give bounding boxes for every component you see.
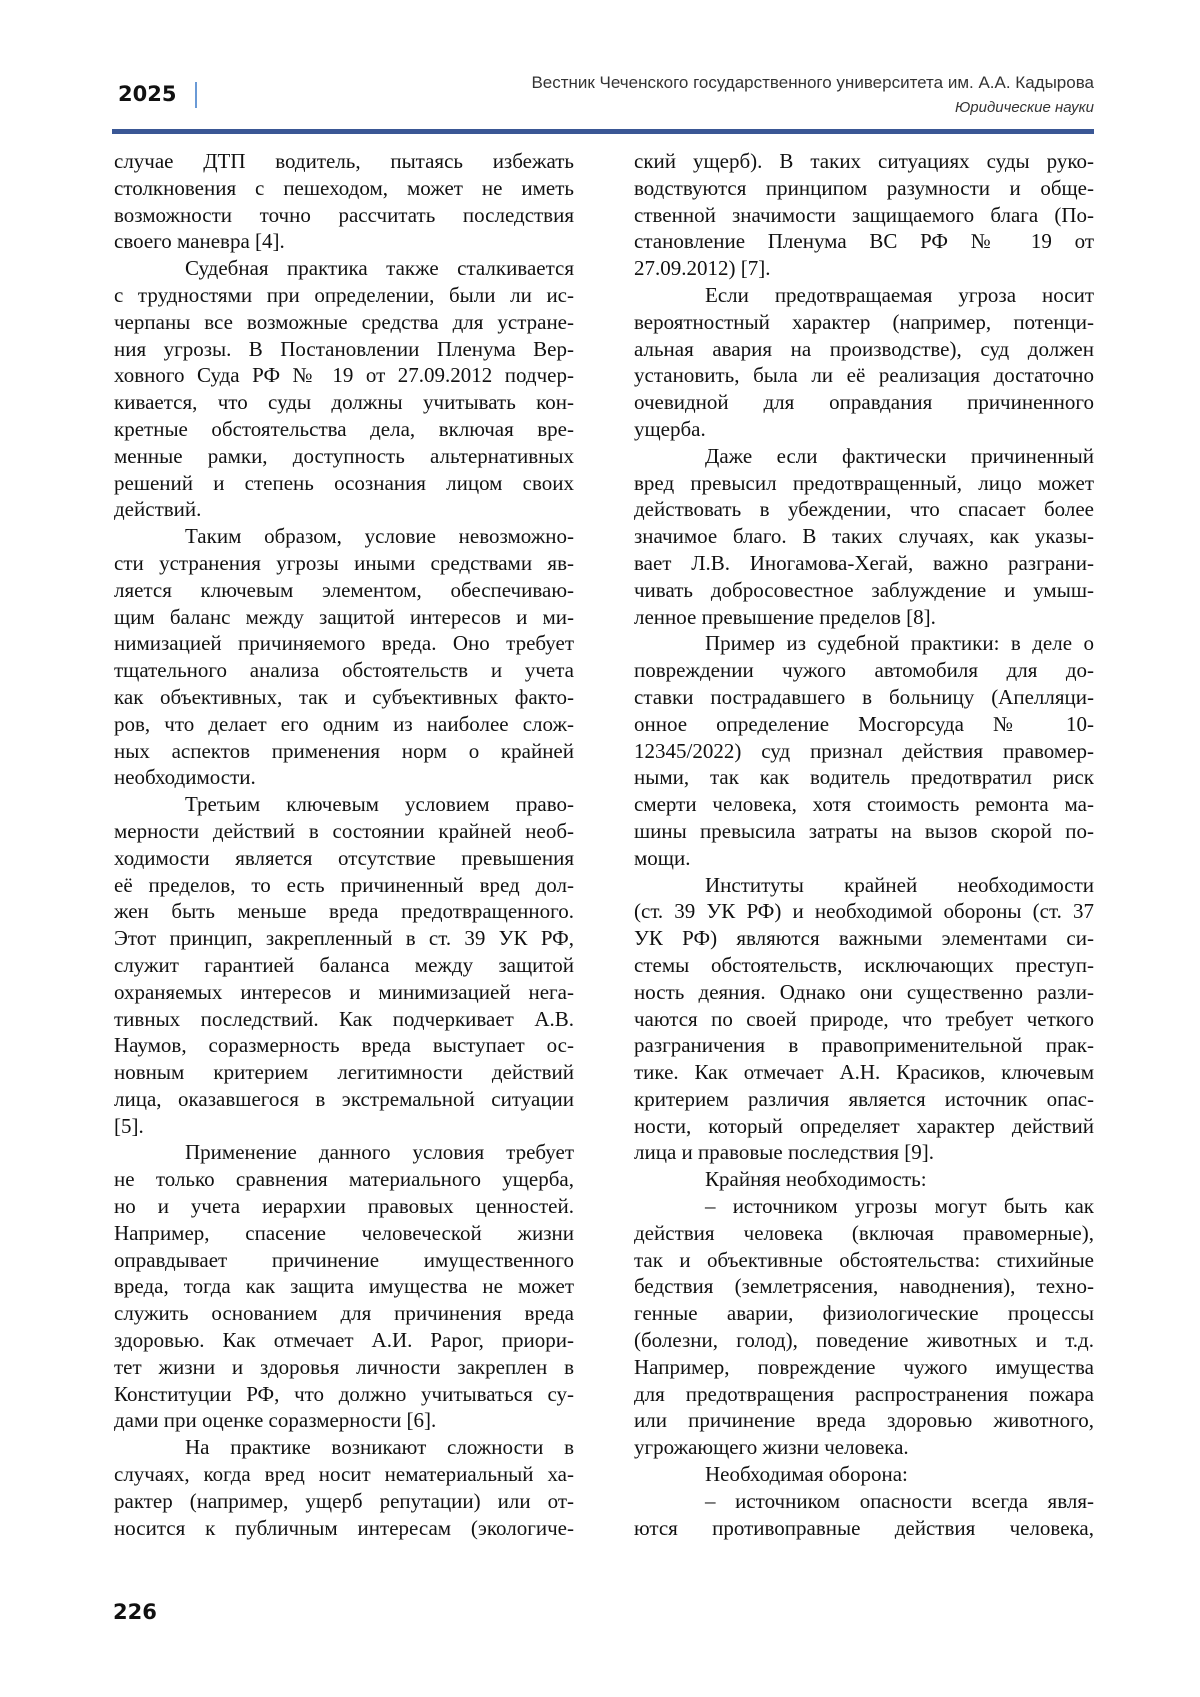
text-line: лица и правовые последствия [9]. <box>634 1139 1094 1166</box>
text-line: новным критерием легитимности действий <box>114 1059 574 1086</box>
text-line: Таким образом, условие невозможно- <box>114 523 574 550</box>
text-line: смерти человека, хотя стоимость ремонта ма- <box>634 791 1094 818</box>
text-line: Пример из судебной практики: в деле о <box>634 630 1094 657</box>
text-line: критерием различия является источник опас- <box>634 1086 1094 1113</box>
text-line: тике. Как отмечает А.Н. Красиков, ключевым <box>634 1059 1094 1086</box>
text-line: (ст. 39 УК РФ) и необходимой обороны (ст. 37 <box>634 898 1094 925</box>
text-line: щим баланс между защитой интересов и ми- <box>114 604 574 631</box>
text-line: стемы обстоятельств, исключающих преступ- <box>634 952 1094 979</box>
text-line: действий. <box>114 496 574 523</box>
text-line: вероятностный характер (например, потенци- <box>634 309 1094 336</box>
text-line: жен быть меньше вреда предотвращенного. <box>114 898 574 925</box>
text-line: вает Л.В. Иногамова-Хегай, важно разграни- <box>634 550 1094 577</box>
text-line: Судебная практика также сталкивается <box>114 255 574 282</box>
text-line: угрожающего жизни человека. <box>634 1434 1094 1461</box>
text-line: ности, который определяет характер действий <box>634 1113 1094 1140</box>
text-line: чивать добросовестное заблуждение и умыш- <box>634 577 1094 604</box>
text-line: кретные обстоятельства дела, включая вре- <box>114 416 574 443</box>
text-line: с трудностями при определении, были ли ис- <box>114 282 574 309</box>
text-line: 12345/2022) суд признал действия правомер- <box>634 738 1094 765</box>
text-line: [5]. <box>114 1113 574 1140</box>
text-line: шины превысила затраты на вызов скорой по- <box>634 818 1094 845</box>
text-line: ховного Суда РФ № 19 от 27.09.2012 подчер- <box>114 362 574 389</box>
text-line: ются противоправные действия человека, <box>634 1515 1094 1542</box>
text-line: чаются по своей природе, что требует четкого <box>634 1006 1094 1033</box>
text-line: лица, оказавшегося в экстремальной ситуации <box>114 1086 574 1113</box>
text-column-left <box>114 148 574 1541</box>
text-line: Третьим ключевым условием право- <box>114 791 574 818</box>
text-line: очевидной для оправдания причиненного <box>634 389 1094 416</box>
text-line: или причинение вреда здоровью животного, <box>634 1407 1094 1434</box>
text-line: ляется ключевым элементом, обеспечиваю- <box>114 577 574 604</box>
text-line: вреда, тогда как защита имущества не может <box>114 1273 574 1300</box>
text-line: тщательного анализа обстоятельств и учета <box>114 657 574 684</box>
issue-year: 2025 <box>118 82 176 106</box>
text-line: дами при оценке соразмерности [6]. <box>114 1407 574 1434</box>
text-line: тивных последствий. Как подчеркивает А.В. <box>114 1006 574 1033</box>
text-line: мерности действий в состоянии крайней необ- <box>114 818 574 845</box>
text-line: Крайняя необходимость: <box>634 1166 1094 1193</box>
text-line: ходимости является отсутствие превышения <box>114 845 574 872</box>
text-line: генные аварии, физиологические процессы <box>634 1300 1094 1327</box>
text-line: Даже если фактически причиненный <box>634 443 1094 470</box>
journal-section: Юридические науки <box>955 99 1094 116</box>
text-line: Этот принцип, закрепленный в ст. 39 УК РФ, <box>114 925 574 952</box>
text-line: черпаны все возможные средства для устране- <box>114 309 574 336</box>
text-line: ущерба. <box>634 416 1094 443</box>
text-line: действия человека (включая правомерные), <box>634 1220 1094 1247</box>
text-line: своего маневра [4]. <box>114 228 574 255</box>
text-line: но и учета иерархии правовых ценностей. <box>114 1193 574 1220</box>
text-line: Если предотвращаемая угроза носит <box>634 282 1094 309</box>
text-line: – источником угрозы могут быть как <box>634 1193 1094 1220</box>
text-line: водствуются принципом разумности и обще- <box>634 175 1094 202</box>
page-number: 226 <box>113 1600 157 1624</box>
text-line: как объективных, так и субъективных факто- <box>114 684 574 711</box>
text-line: возможности точно рассчитать последствия <box>114 202 574 229</box>
text-line: мощи. <box>634 845 1094 872</box>
text-line: охраняемых интересов и минимизацией нега- <box>114 979 574 1006</box>
text-line: служить основанием для причинения вреда <box>114 1300 574 1327</box>
text-line: разграничения в правоприменительной прак- <box>634 1032 1094 1059</box>
text-line: ставки пострадавшего в больницу (Апелляци- <box>634 684 1094 711</box>
text-line: для предотвращения распространения пожара <box>634 1381 1094 1408</box>
text-line: здоровью. Как отмечает А.И. Рарог, приори- <box>114 1327 574 1354</box>
text-line: Конституции РФ, что должно учитываться су- <box>114 1381 574 1408</box>
header-rule <box>112 129 1094 134</box>
document-page <box>0 0 1200 1697</box>
text-line: Институты крайней необходимости <box>634 872 1094 899</box>
text-line: Наумов, соразмерность вреда выступает ос- <box>114 1032 574 1059</box>
text-line: становление Пленума ВС РФ № 19 от <box>634 228 1094 255</box>
text-line: Например, повреждение чужого имущества <box>634 1354 1094 1381</box>
text-line: менные рамки, доступность альтернативных <box>114 443 574 470</box>
text-line: 27.09.2012) [7]. <box>634 255 1094 282</box>
text-line: повреждении чужого автомобиля для до- <box>634 657 1094 684</box>
text-line: бедствия (землетрясения, наводнения), техно- <box>634 1273 1094 1300</box>
text-line: случаях, когда вред носит нематериальный ха- <box>114 1461 574 1488</box>
text-line: нимизацией причиняемого вреда. Оно требует <box>114 630 574 657</box>
text-line: ленное превышение пределов [8]. <box>634 604 1094 631</box>
text-line: сти устранения угрозы иными средствами яв- <box>114 550 574 577</box>
text-line: установить, была ли её реализация достаточно <box>634 362 1094 389</box>
text-line: носится к публичным интересам (экологиче- <box>114 1515 574 1542</box>
text-line: рактер (например, ущерб репутации) или от- <box>114 1488 574 1515</box>
text-line: кивается, что суды должны учитывать кон- <box>114 389 574 416</box>
text-line: ния угрозы. В Постановлении Пленума Вер- <box>114 336 574 363</box>
text-column-right <box>634 148 1094 1541</box>
year-divider <box>195 82 197 108</box>
text-line: альная авария на производстве), суд должен <box>634 336 1094 363</box>
text-line: УК РФ) являются важными элементами си- <box>634 925 1094 952</box>
text-line: решений и степень осознания лицом своих <box>114 470 574 497</box>
text-line: ский ущерб). В таких ситуациях суды руко- <box>634 148 1094 175</box>
text-line: случае ДТП водитель, пытаясь избежать <box>114 148 574 175</box>
text-line: На практике возникают сложности в <box>114 1434 574 1461</box>
text-line: ственной значимости защищаемого блага (По- <box>634 202 1094 229</box>
text-line: оправдывает причинение имущественного <box>114 1247 574 1274</box>
text-line: служит гарантией баланса между защитой <box>114 952 574 979</box>
text-line: значимое благо. В таких случаях, как указы- <box>634 523 1094 550</box>
text-line: вред превысил предотвращенный, лицо может <box>634 470 1094 497</box>
text-line: Необходимая оборона: <box>634 1461 1094 1488</box>
text-line: ных аспектов применения норм о крайней <box>114 738 574 765</box>
text-line: онное определение Мосгорсуда № 10- <box>634 711 1094 738</box>
text-line: (болезни, голод), поведение животных и т.д. <box>634 1327 1094 1354</box>
text-line: её пределов, то есть причиненный вред дол- <box>114 872 574 899</box>
text-line: действовать в убеждении, что спасает более <box>634 496 1094 523</box>
journal-title: Вестник Чеченского государственного университета им. А.А. Кадырова <box>531 73 1094 93</box>
text-line: Применение данного условия требует <box>114 1139 574 1166</box>
text-line: – источником опасности всегда явля- <box>634 1488 1094 1515</box>
text-line: так и объективные обстоятельства: стихийные <box>634 1247 1094 1274</box>
text-line: необходимости. <box>114 764 574 791</box>
text-line: тет жизни и здоровья личности закреплен в <box>114 1354 574 1381</box>
text-line: ров, что делает его одним из наиболее слож- <box>114 711 574 738</box>
text-line: ными, так как водитель предотвратил риск <box>634 764 1094 791</box>
text-line: не только сравнения материального ущерба, <box>114 1166 574 1193</box>
text-line: ность деяния. Однако они существенно разли- <box>634 979 1094 1006</box>
text-line: столкновения с пешеходом, может не иметь <box>114 175 574 202</box>
text-line: Например, спасение человеческой жизни <box>114 1220 574 1247</box>
